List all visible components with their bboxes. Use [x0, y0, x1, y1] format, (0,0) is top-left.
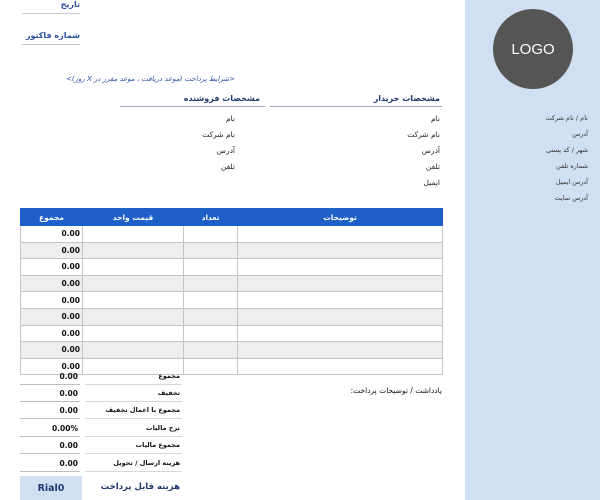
row-description[interactable]	[238, 308, 443, 325]
discounted-total-label: مجموع با اعمال تخفیف	[105, 406, 180, 414]
table-row	[21, 259, 443, 276]
buyer-address: آدرس	[421, 146, 440, 155]
col-header-description: توضیحات	[238, 209, 443, 226]
tax-total-value[interactable]: 0.00	[20, 437, 80, 454]
row-total[interactable]: 0.00	[21, 358, 83, 375]
row-quantity[interactable]	[184, 242, 238, 259]
row-quantity[interactable]	[184, 325, 238, 342]
tax-rate-label: نرخ مالیات	[146, 424, 180, 432]
row-description[interactable]	[238, 259, 443, 276]
tax-rate-value[interactable]: 0.00%	[20, 420, 80, 437]
col-header-quantity: تعداد	[184, 209, 238, 226]
table-row	[21, 292, 443, 309]
company-name-line: نام / نام شرکت	[545, 114, 588, 122]
row-total[interactable]: 0.00	[21, 292, 83, 309]
row-quantity[interactable]	[184, 259, 238, 276]
row-unit-price[interactable]	[83, 325, 184, 342]
discount-value[interactable]: 0.00	[20, 385, 80, 402]
row-description[interactable]	[238, 358, 443, 375]
discounted-total-value[interactable]: 0.00	[20, 402, 80, 419]
company-city-line: شهر / کد پستی	[546, 146, 588, 154]
seller-section-rule	[120, 106, 265, 107]
row-description[interactable]	[238, 292, 443, 309]
table-row	[21, 358, 443, 375]
invoice-number-rule	[22, 44, 80, 45]
shipping-label: هزینه ارسال / تحویل	[113, 459, 180, 467]
summary-rule	[85, 401, 182, 402]
col-header-total: مجموع	[21, 209, 83, 226]
invoice-items-table	[20, 208, 443, 375]
row-unit-price[interactable]	[83, 342, 184, 359]
seller-section-title: مشخصات فروشنده	[183, 94, 260, 103]
amount-due-value: Rial0	[20, 476, 82, 500]
seller-name: نام	[225, 114, 235, 123]
row-unit-price[interactable]	[83, 242, 184, 259]
table-row	[21, 308, 443, 325]
buyer-name: نام	[430, 114, 440, 123]
row-total[interactable]: 0.00	[21, 342, 83, 359]
buyer-company: نام شرکت	[407, 130, 440, 139]
payment-terms: <شرایط پرداخت (موعد دریافت ، موعد مقرر در X روز)>	[65, 75, 235, 83]
buyer-section-rule	[270, 106, 442, 107]
seller-company: نام شرکت	[202, 130, 235, 139]
company-address-line: آدرس	[572, 130, 588, 138]
row-unit-price[interactable]	[83, 275, 184, 292]
table-row	[21, 226, 443, 243]
company-logo: LOGO	[493, 9, 573, 89]
row-total[interactable]: 0.00	[21, 226, 83, 243]
row-quantity[interactable]	[184, 226, 238, 243]
row-unit-price[interactable]	[83, 292, 184, 309]
summary-rule	[85, 471, 182, 472]
company-phone-line: شماره تلفن	[556, 162, 588, 170]
summary-rule	[85, 418, 182, 419]
summary-rule	[85, 453, 182, 454]
date-label: تاریخ	[60, 0, 80, 9]
table-header-row	[21, 209, 443, 226]
row-description[interactable]	[238, 325, 443, 342]
row-quantity[interactable]	[184, 275, 238, 292]
amount-due-label: هزینه قابل پرداخت	[100, 482, 180, 492]
row-unit-price[interactable]	[83, 308, 184, 325]
buyer-phone: تلفن	[425, 162, 440, 171]
row-description[interactable]	[238, 242, 443, 259]
summary-rule	[85, 436, 182, 437]
row-quantity[interactable]	[184, 342, 238, 359]
col-header-unit-price: قیمت واحد	[83, 209, 184, 226]
invoice-number-label: شماره فاکتور	[25, 31, 80, 40]
buyer-email: ایمیل	[423, 178, 440, 187]
row-quantity[interactable]	[184, 292, 238, 309]
seller-phone: تلفن	[220, 162, 235, 171]
tax-total-label: مجموع مالیات	[135, 441, 180, 449]
table-row	[21, 275, 443, 292]
company-website-line: آدرس سایت	[554, 194, 588, 202]
buyer-section-title: مشخصات خریدار	[373, 94, 440, 103]
shipping-value[interactable]: 0.00	[20, 455, 80, 472]
row-total[interactable]: 0.00	[21, 308, 83, 325]
row-total[interactable]: 0.00	[21, 259, 83, 276]
table-row	[21, 325, 443, 342]
table-row	[21, 342, 443, 359]
row-description[interactable]	[238, 342, 443, 359]
date-rule	[22, 13, 80, 14]
row-total[interactable]: 0.00	[21, 325, 83, 342]
row-unit-price[interactable]	[83, 226, 184, 243]
seller-address: آدرس	[216, 146, 235, 155]
company-email-line: آدرس ایمیل	[555, 178, 588, 186]
row-description[interactable]	[238, 275, 443, 292]
row-total[interactable]: 0.00	[21, 275, 83, 292]
subtotal-value[interactable]: 0.00	[20, 368, 80, 385]
row-quantity[interactable]	[184, 308, 238, 325]
row-description[interactable]	[238, 226, 443, 243]
subtotal-label: مجموع	[158, 372, 180, 380]
table-row	[21, 242, 443, 259]
discount-label: تخفیف	[157, 389, 180, 397]
row-total[interactable]: 0.00	[21, 242, 83, 259]
payment-notes-label: یادداشت / توضیحات پرداخت:	[350, 386, 442, 395]
row-unit-price[interactable]	[83, 259, 184, 276]
summary-rule	[85, 384, 182, 385]
row-quantity[interactable]	[184, 358, 238, 375]
